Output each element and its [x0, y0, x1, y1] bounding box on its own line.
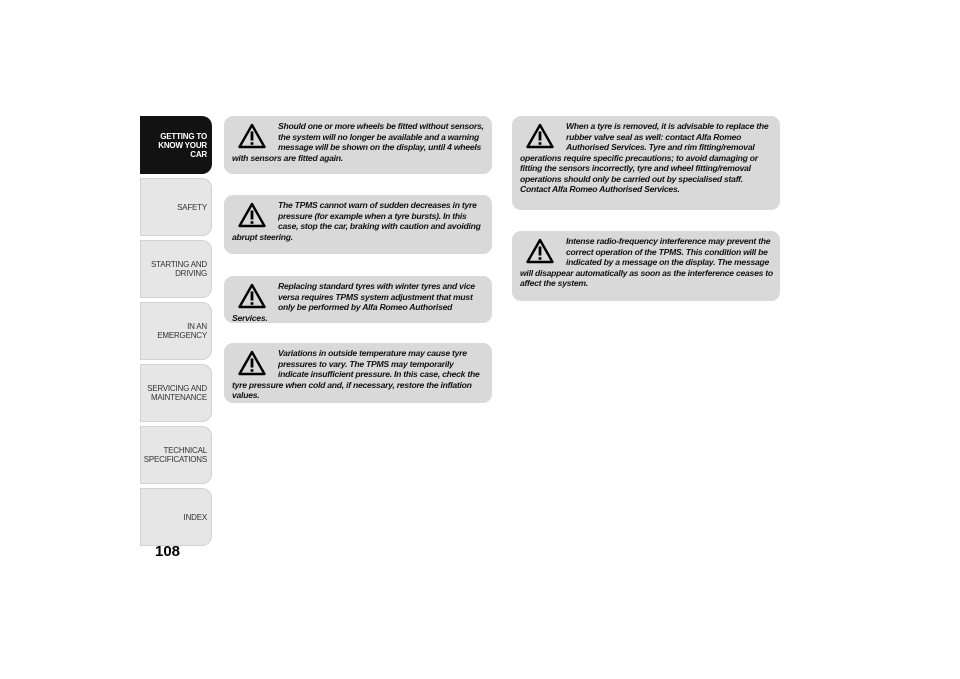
warning-text: Intense radio-frequency interference may prevent the correct operation of the TPMS. This condition will be indicated by a message on the display. The message will disappear automatically as soon as the interference ceases to affect the system. — [520, 236, 773, 288]
tab-index[interactable] — [140, 488, 212, 546]
tab-label: STARTING AND DRIVING — [151, 260, 207, 278]
warning-box — [224, 276, 492, 323]
warning-triangle-icon — [238, 202, 266, 228]
page-number: 108 — [155, 543, 181, 560]
tab-label: INDEX — [183, 512, 207, 522]
tab-technical-specifications[interactable] — [140, 426, 212, 484]
warning-triangle-icon — [238, 350, 266, 376]
tab-safety[interactable] — [140, 178, 212, 236]
warning-text: The TPMS cannot warn of sudden decreases in tyre pressure (for example when a tyre bursts). In this case, stop the car, braking with caution and avoiding abrupt steering. — [232, 200, 481, 242]
warning-text: Replacing standard tyres with winter tyres and vice versa requires TPMS system adjustment that must only be performed by Alfa Romeo Authorised Services. — [232, 281, 475, 323]
warning-text: When a tyre is removed, it is advisable to replace the rubber valve seal as well: contact Alfa Romeo Authorised Services. Tyre and rim fitting/removal operations require specific precautions; to avoid damaging or fitting the sensors incorrectly, tyre and wheel fitting/removal operations should only be carried out by specialised staff. Contact Alfa Romeo Authorised Services. — [520, 121, 769, 194]
warning-box — [224, 116, 492, 174]
tab-label: SERVICING AND MAINTENANCE — [147, 384, 207, 402]
tab-label: SAFETY — [177, 202, 207, 212]
warning-box — [512, 231, 780, 301]
tab-getting-to-know-your-car[interactable] — [140, 116, 212, 174]
warning-box — [224, 195, 492, 254]
tab-label: GETTING TO KNOW YOUR CAR — [158, 131, 207, 159]
tab-in-an-emergency[interactable] — [140, 302, 212, 360]
warning-text: Should one or more wheels be fitted without sensors, the system will no longer be available and a warning message will be shown on the display, until 4 wheels with sensors are fitted again. — [232, 121, 484, 163]
warning-triangle-icon — [238, 283, 266, 309]
warning-triangle-icon — [526, 238, 554, 264]
warning-box — [512, 116, 780, 210]
tab-starting-and-driving[interactable] — [140, 240, 212, 298]
warning-triangle-icon — [238, 123, 266, 149]
tab-label: TECHNICAL SPECIFICATIONS — [143, 446, 207, 464]
warning-triangle-icon — [526, 123, 554, 149]
warning-box — [224, 343, 492, 403]
tab-servicing-and-maintenance[interactable] — [140, 364, 212, 422]
warning-text: Variations in outside temperature may cause tyre pressures to vary. The TPMS may temporarily indicate insufficient pressure. In this case, check the tyre pressure when cold and, if necessary, restore the inflation values. — [232, 348, 480, 400]
tab-label: IN AN EMERGENCY — [157, 322, 207, 340]
